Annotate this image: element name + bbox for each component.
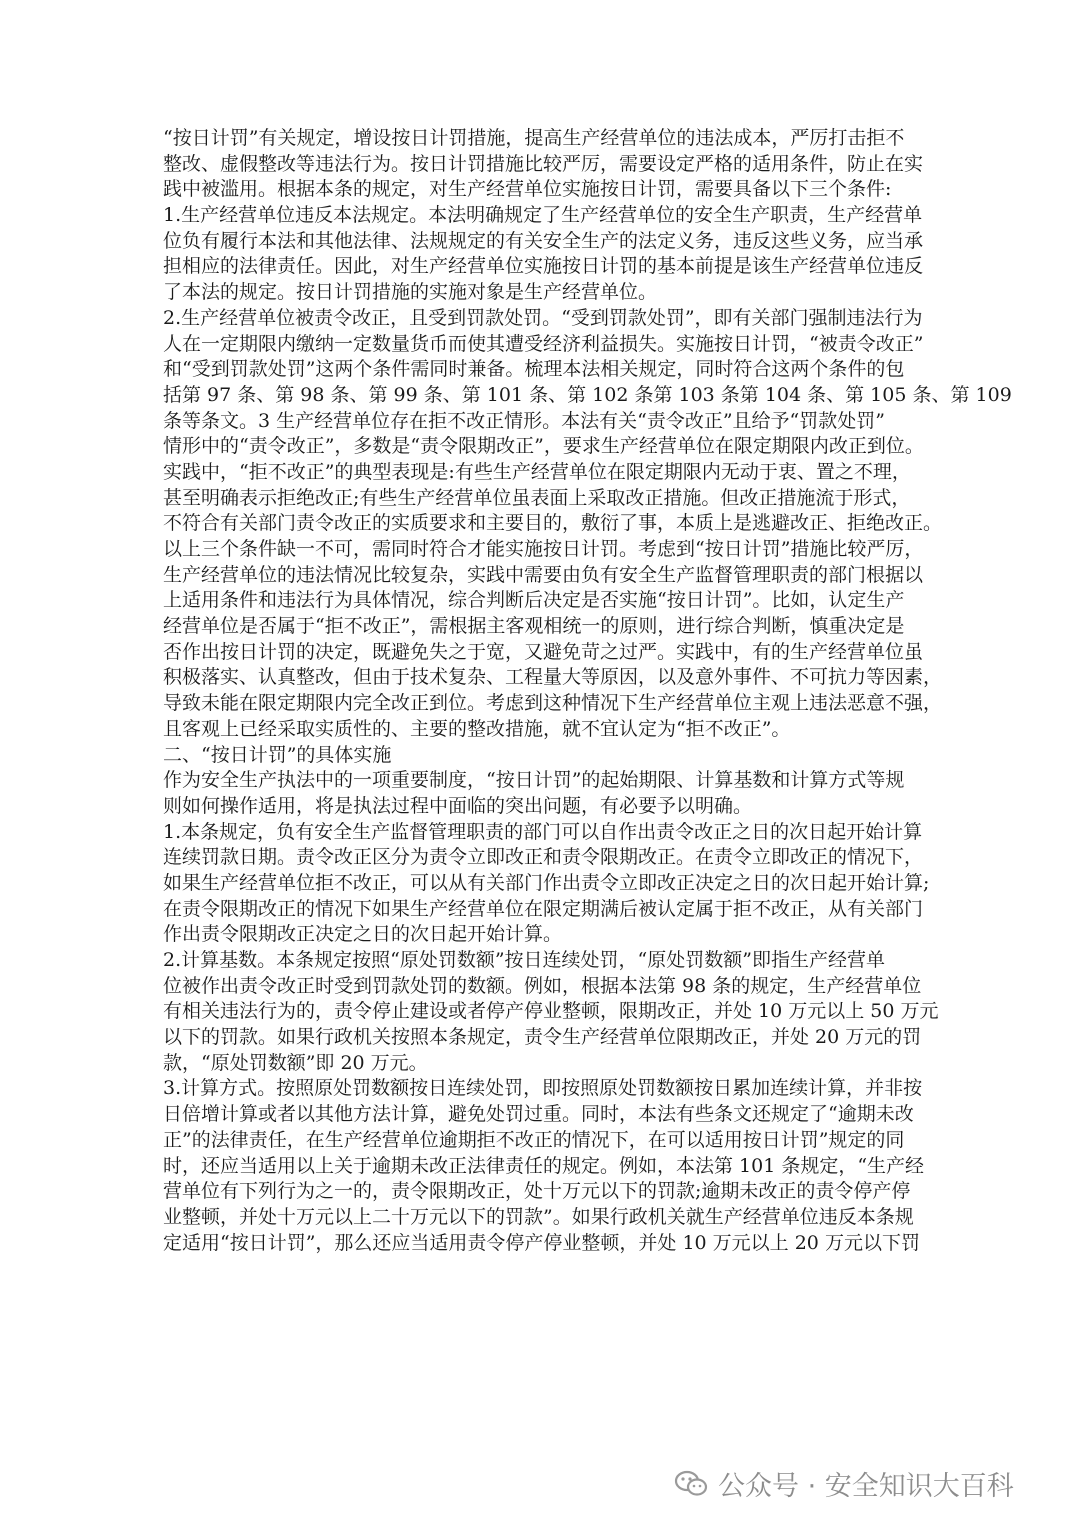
text-line: 且客观上已经采取实质性的、主要的整改措施，就不宜认定为“拒不改正”。 [163,717,791,740]
text-line: 位负有履行本法和其他法律、法规规定的有关安全生产的法定义务，违反这些义务，应当承 [163,229,924,252]
text-line: 生产经营单位的违法情况比较复杂，实践中需要由负有安全生产监督管理职责的部门根据以 [163,563,924,586]
text-line: 导致未能在限定期限内完全改正到位。考虑到这种情况下生产经营单位主观上违法恶意不强， [163,692,943,715]
text-line: 否作出按日计罚的决定，既避免失之于宽，又避免苛之过严。实践中，有的生产经营单位虽 [163,640,924,663]
text-line: 二、“按日计罚”的具体实施 [163,743,392,766]
text-line: 业整顿，并处十万元以上二十万元以下的罚款”。如果行政机关就生产经营单位违反本条规 [163,1205,914,1228]
watermark-text: 公众号 · 安全知识大百科 [718,1471,1014,1502]
text-line: 则如何操作适用，将是执法过程中面临的突出问题，有必要予以明确。 [163,794,753,817]
text-line: 在责令限期改正的情况下如果生产经营单位在限定期满后被认定属于拒不改正，从有关部门 [163,897,924,920]
document-body [163,126,1012,1256]
text-line: 连续罚款日期。责令改正区分为责令立即改正和责令限期改正。在责令立即改正的情况下， [163,846,924,869]
text-line: 以下的罚款。如果行政机关按照本条规定，责令生产经营单位限期改正，并处 20 万元的罚 [163,1026,922,1049]
text-line: 款，“原处罚数额”即 20 万元。 [163,1051,428,1074]
text-line: 践中被滥用。根据本条的规定，对生产经营单位实施按日计罚，需要具备以下三个条件: [163,178,892,201]
text-line: 条等条文。3 生产经营单位存在拒不改正情形。本法有关“责令改正”且给予“罚款处罚” [163,409,885,432]
text-line: 1.本条规定，负有安全生产监督管理职责的部门可以自作出责令改正之日的次日起开始计算 [163,820,923,843]
text-line: 积极落实、认真整改，但由于技术复杂、工程量大等原因，以及意外事件、不可抗力等因素， [163,666,943,689]
text-line: 上适用条件和违法行为具体情况，综合判断后决定是否实施“按日计罚”。比如，认定生产 [163,589,905,612]
text-line: “按日计罚”有关规定，增设按日计罚措施，提高生产经营单位的违法成本，严厉打击拒不 [163,127,905,149]
watermark [674,1464,1014,1503]
text-line: 经营单位是否属于“拒不改正”，需根据主客观相统一的原则，进行综合判断，慎重决定是 [163,615,905,638]
text-line: 了本法的规定。按日计罚措施的实施对象是生产经营单位。 [163,281,658,304]
text-line: 担相应的法律责任。因此，对生产经营单位实施按日计罚的基本前提是该生产经营单位违反 [163,255,924,278]
text-line: 实践中，“拒不改正”的典型表现是:有些生产经营单位在限定期限内无动于衷、置之不理， [163,460,911,483]
text-line: 作出责令限期改正决定之日的次日起开始计算。 [163,923,563,946]
text-line: 3.计算方式。按照原处罚数额按日连续处罚，即按照原处罚数额按日累加连续计算，并非按 [163,1077,923,1100]
text-line: 2.计算基数。本条规定按照“原处罚数额”按日连续处罚，“原处罚数额”即指生产经营单 [163,949,885,971]
text-line: 括第 97 条、第 98 条、第 99 条、第 101 条、第 102 条第 103 条第 104 条、第 105 条、第 109 [163,383,1012,406]
text-line: 正”的法律责任，在生产经营单位逾期拒不改正的情况下，在可以适用按日计罚”规定的同 [163,1128,905,1151]
wechat-official-account-icon [674,1469,708,1499]
text-line: 整改、虚假整改等违法行为。按日计罚措施比较严厉，需要设定严格的适用条件，防止在实 [163,152,924,175]
text-line: 定适用“按日计罚”，那么还应当适用责令停产停业整顿，并处 10 万元以上 20 万元以下罚 [163,1231,920,1254]
text-line: 时，还应当适用以上关于逾期未改正法律责任的规定。例如，本法第 101 条规定，“生产经 [163,1154,925,1177]
text-line: 和“受到罚款处罚”这两个条件需同时兼备。梳理本法相关规定，同时符合这两个条件的包 [163,358,905,381]
text-line: 以上三个条件缺一不可，需同时符合才能实施按日计罚。考虑到“按日计罚”措施比较严厉， [163,538,924,560]
text-line: 有相关违法行为的，责令停止建设或者停产停业整顿，限期改正，并处 10 万元以上 50 万元 [163,1000,939,1023]
text-line: 人在一定期限内缴纳一定数量货币而使其遭受经济利益损失。实施按日计罚，“被责令改正” [163,332,924,355]
text-line: 不符合有关部门责令改正的实质要求和主要目的，敷衍了事，本质上是逃避改正、拒绝改正。 [163,512,943,535]
text-line: 情形中的“责令改正”，多数是“责令限期改正”，要求生产经营单位在限定期限内改正到位。 [163,435,924,458]
text-line: 2.生产经营单位被责令改正，且受到罚款处罚。“受到罚款处罚”，即有关部门强制违法行为 [163,306,923,329]
text-line: 如果生产经营单位拒不改正，可以从有关部门作出责令立即改正决定之日的次日起开始计算; [163,871,930,894]
text-line: 位被作出责令改正时受到罚款处罚的数额。例如，根据本法第 98 条的规定，生产经营单位 [163,974,922,997]
text-line: 作为安全生产执法中的一项重要制度，“按日计罚”的起始期限、计算基数和计算方式等规 [163,769,905,792]
text-line: 营单位有下列行为之一的，责令限期改正，处十万元以下的罚款;逾期未改正的责令停产停 [163,1180,911,1203]
text-line: 1.生产经营单位违反本法规定。本法明确规定了生产经营单位的安全生产职责，生产经营单 [163,204,923,227]
text-line: 甚至明确表示拒绝改正;有些生产经营单位虽表面上采取改正措施。但改正措施流于形式， [163,486,911,509]
text-line: 日倍增计算或者以其他方法计算，避免处罚过重。同时，本法有些条文还规定了“逾期未改 [163,1103,914,1126]
